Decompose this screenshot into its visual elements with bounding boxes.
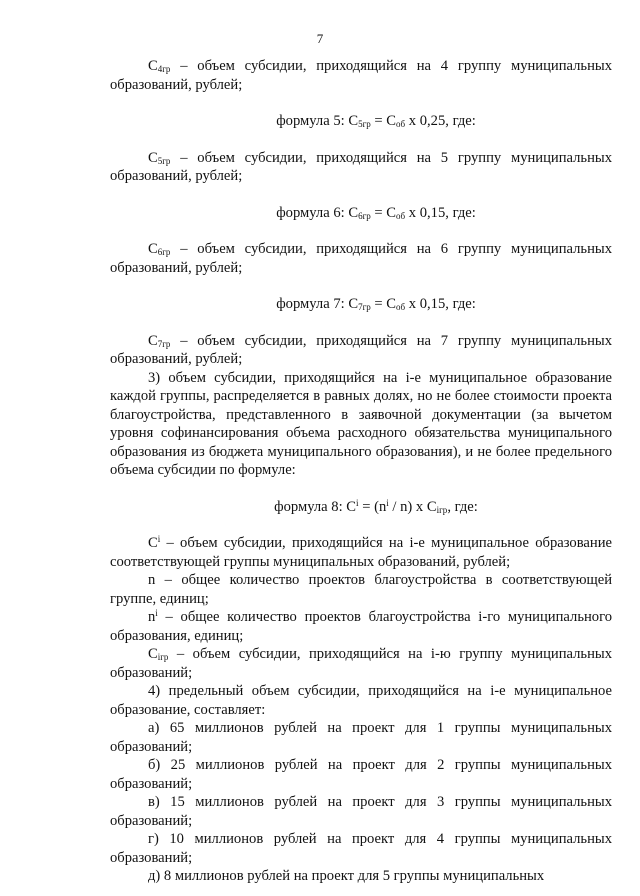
definition-c4: $C_{4гр}$ – объем субсидии, приходящийся на 4 группу муниципальных образований, рублей;	[110, 58, 612, 93]
limit-item-a: а) 65 миллионов рублей на проект для 1 группы муниципальных образований;	[110, 720, 612, 755]
definition-cigr: $C_{iгр}$ – объем субсидии, приходящийся на i-ю группу муниципальных образований;	[110, 646, 612, 681]
definition-ci: $C^i$ – объем субсидии, приходящийся на i-е муниципальное образование соответствующей группы муниципальных образований, рублей;	[110, 534, 612, 570]
definition-c7: $C_{7гр}$ – объем субсидии, приходящийся на 7 группу муниципальных образований, рублей;	[110, 332, 612, 367]
document-body	[110, 57, 612, 886]
limit-item-d: д) 8 миллионов рублей на проект для 5 группы муниципальных	[148, 868, 545, 884]
definition-c5: $C_{5гр}$ – объем субсидии, приходящийся на 5 группу муниципальных образований, рублей;	[110, 149, 612, 184]
formula-6: формула 6: $C_{6гр} = C_{об}$ x 0,15, где:	[276, 204, 476, 221]
formula-8: формула 8: $C^i = (n^i / n)$ x $C_{iгр}$, где:	[274, 497, 478, 515]
limit-item-g: г) 10 миллионов рублей на проект для 4 группы муниципальных образований;	[110, 831, 612, 866]
formula-7: формула 7: $C_{7гр} = C_{об}$ x 0,15, где:	[276, 296, 476, 312]
item-3-paragraph: 3) объем субсидии, приходящийся на i-е муниципальное образование каждой группы, распределяется в равных долях, но не более стоимости проекта благоустройства, представленного в заявочной документации (за вычетом уровня софинансирования объема расходного обязательства муниципального образования из бюджета муниципального образования), и не более предельного объема субсидии по формуле:	[110, 369, 612, 478]
formula-5: формула 5: $C_{5гр} = C_{об}$ x 0,25, где:	[276, 113, 476, 129]
definition-n: n – общее количество проектов благоустройства в соответствующей группе, единиц;	[110, 572, 612, 607]
limit-item-v: в) 15 миллионов рублей на проект для 3 группы муниципальных образований;	[110, 794, 612, 829]
item-4-paragraph: 4) предельный объем субсидии, приходящийся на i-е муниципальное образование, составляет:	[110, 683, 612, 718]
page-number: 7	[316, 31, 324, 46]
limit-item-b: б) 25 миллионов рублей на проект для 2 группы муниципальных образований;	[110, 757, 612, 792]
definition-c6: $C_{6гр}$ – объем субсидии, приходящийся на 6 группу муниципальных образований, рублей;	[110, 241, 612, 276]
definition-ni: $n^i$ – общее количество проектов благоустройства i-го муниципального образования, единиц;	[110, 608, 612, 644]
